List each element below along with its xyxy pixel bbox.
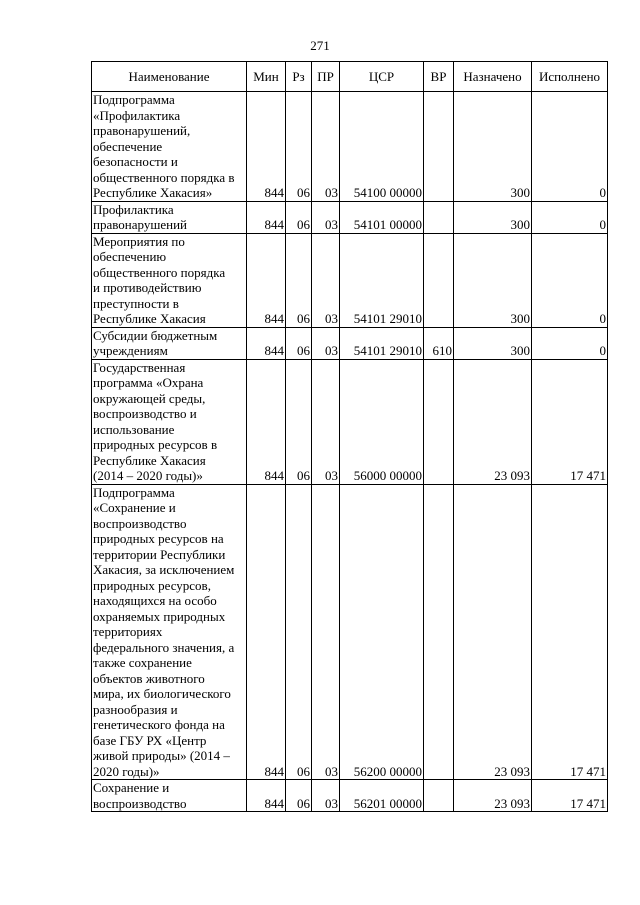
column-header-pr: ПР <box>312 62 340 92</box>
table-row <box>92 359 608 484</box>
name-cell <box>92 359 247 484</box>
pr-cell: 03 <box>312 484 340 780</box>
min-cell: 844 <box>247 780 286 812</box>
name-line: правонарушений <box>93 217 187 232</box>
vr-cell <box>424 484 454 780</box>
name-line: разнообразия и <box>93 701 178 717</box>
executed-cell: 17 471 <box>532 359 608 484</box>
name-line: генетического фонда на <box>93 717 225 732</box>
pr-cell: 03 <box>312 201 340 233</box>
vr-cell <box>424 359 454 484</box>
column-header-vr: ВР <box>424 62 454 92</box>
name-line: территориях <box>93 624 163 639</box>
column-header-min: Мин <box>247 62 286 92</box>
name-line: общественного порядка в <box>93 169 235 185</box>
name-line: Мероприятия по <box>93 233 185 249</box>
name-cell <box>92 327 247 359</box>
rz-cell: 06 <box>286 201 312 233</box>
table-row <box>92 780 608 812</box>
pr-cell: 03 <box>312 780 340 812</box>
name-line: и противодействию <box>93 280 202 295</box>
assigned-cell: 23 093 <box>454 484 532 780</box>
rz-cell: 06 <box>286 780 312 812</box>
column-header-executed: Исполнено <box>532 62 608 92</box>
name-line: воспроизводство и <box>93 406 197 421</box>
name-line: Республике Хакасия» <box>93 185 213 200</box>
name-line: природных ресурсов, <box>93 577 211 593</box>
executed-cell: 0 <box>532 327 608 359</box>
csr-cell: 54101 29010 <box>340 327 424 359</box>
name-line: обеспечению <box>93 249 167 264</box>
column-header-csr: ЦСР <box>340 62 424 92</box>
name-line: Республике Хакасия <box>93 311 206 326</box>
executed-cell: 17 471 <box>532 484 608 780</box>
name-line: живой природы» (2014 – <box>93 748 230 763</box>
csr-cell: 54101 00000 <box>340 201 424 233</box>
name-line: Подпрограмма <box>93 484 175 500</box>
name-line: Сохранение и <box>93 780 170 795</box>
name-line: базе ГБУ РХ «Центр <box>93 732 207 748</box>
executed-cell: 0 <box>532 92 608 202</box>
pr-cell: 03 <box>312 92 340 202</box>
name-line: объектов животного <box>93 670 205 686</box>
vr-cell: 610 <box>424 327 454 359</box>
name-line: Субсидии бюджетным <box>93 327 218 343</box>
table-row <box>92 327 608 359</box>
name-line: правонарушений, <box>93 123 191 138</box>
name-line: федерального значения, а <box>93 639 235 655</box>
assigned-cell: 300 <box>454 233 532 327</box>
executed-cell: 17 471 <box>532 780 608 812</box>
name-line: окружающей среды, <box>93 390 206 406</box>
csr-cell: 56200 00000 <box>340 484 424 780</box>
column-header-assigned: Назначено <box>454 62 532 92</box>
rz-cell: 06 <box>286 233 312 327</box>
min-cell: 844 <box>247 201 286 233</box>
name-line: преступности в <box>93 295 179 311</box>
rz-cell: 06 <box>286 92 312 202</box>
assigned-cell: 300 <box>454 327 532 359</box>
name-cell <box>92 201 247 233</box>
table-header-row <box>92 62 608 92</box>
name-cell <box>92 233 247 327</box>
csr-cell: 54100 00000 <box>340 92 424 202</box>
name-line: общественного порядка <box>93 264 226 280</box>
vr-cell <box>424 92 454 202</box>
vr-cell <box>424 233 454 327</box>
name-cell <box>92 92 247 202</box>
assigned-cell: 300 <box>454 201 532 233</box>
table-body <box>92 92 608 812</box>
vr-cell <box>424 780 454 812</box>
assigned-cell: 300 <box>454 92 532 202</box>
name-line: находящихся на особо <box>93 593 217 608</box>
table-row <box>92 92 608 202</box>
name-line: «Профилактика <box>93 107 181 123</box>
rz-cell: 06 <box>286 484 312 780</box>
name-line: воспроизводство <box>93 795 187 811</box>
min-cell: 844 <box>247 92 286 202</box>
executed-cell: 0 <box>532 233 608 327</box>
vr-cell <box>424 201 454 233</box>
name-line: «Сохранение и <box>93 500 176 515</box>
page-number: 271 <box>310 38 330 53</box>
name-line: использование <box>93 421 175 437</box>
name-line: Государственная <box>93 359 186 375</box>
csr-cell: 56000 00000 <box>340 359 424 484</box>
name-line: охраняемых природных <box>93 608 226 624</box>
min-cell: 844 <box>247 359 286 484</box>
name-line: учреждениям <box>93 343 168 358</box>
pr-cell: 03 <box>312 327 340 359</box>
name-line: программа «Охрана <box>93 375 204 390</box>
table-row <box>92 201 608 233</box>
table-row <box>92 484 608 780</box>
name-cell <box>92 780 247 812</box>
name-line: природных ресурсов в <box>93 437 218 452</box>
name-line: Хакасия, за исключением <box>93 562 235 577</box>
name-line: (2014 – 2020 годы)» <box>93 468 203 483</box>
min-cell: 844 <box>247 484 286 780</box>
name-line: 2020 годы)» <box>93 763 160 779</box>
budget-table <box>91 61 608 812</box>
min-cell: 844 <box>247 233 286 327</box>
pr-cell: 03 <box>312 233 340 327</box>
column-header-name: Наименование <box>92 62 247 92</box>
name-line: также сохранение <box>93 655 192 670</box>
name-line: территории Республики <box>93 546 226 562</box>
column-header-rz: Рз <box>286 62 312 92</box>
name-cell <box>92 484 247 780</box>
name-line: мира, их биологического <box>93 686 231 701</box>
executed-cell: 0 <box>532 201 608 233</box>
assigned-cell: 23 093 <box>454 359 532 484</box>
name-line: Профилактика <box>93 201 174 217</box>
name-line: Подпрограмма <box>93 92 175 107</box>
csr-cell: 54101 29010 <box>340 233 424 327</box>
rz-cell: 06 <box>286 327 312 359</box>
table-row <box>92 233 608 327</box>
csr-cell: 56201 00000 <box>340 780 424 812</box>
name-line: Республике Хакасия <box>93 452 206 468</box>
name-line: безопасности и <box>93 154 178 169</box>
pr-cell: 03 <box>312 359 340 484</box>
name-line: природных ресурсов на <box>93 531 224 546</box>
rz-cell: 06 <box>286 359 312 484</box>
min-cell: 844 <box>247 327 286 359</box>
name-line: обеспечение <box>93 138 163 154</box>
name-line: воспроизводство <box>93 515 187 531</box>
assigned-cell: 23 093 <box>454 780 532 812</box>
